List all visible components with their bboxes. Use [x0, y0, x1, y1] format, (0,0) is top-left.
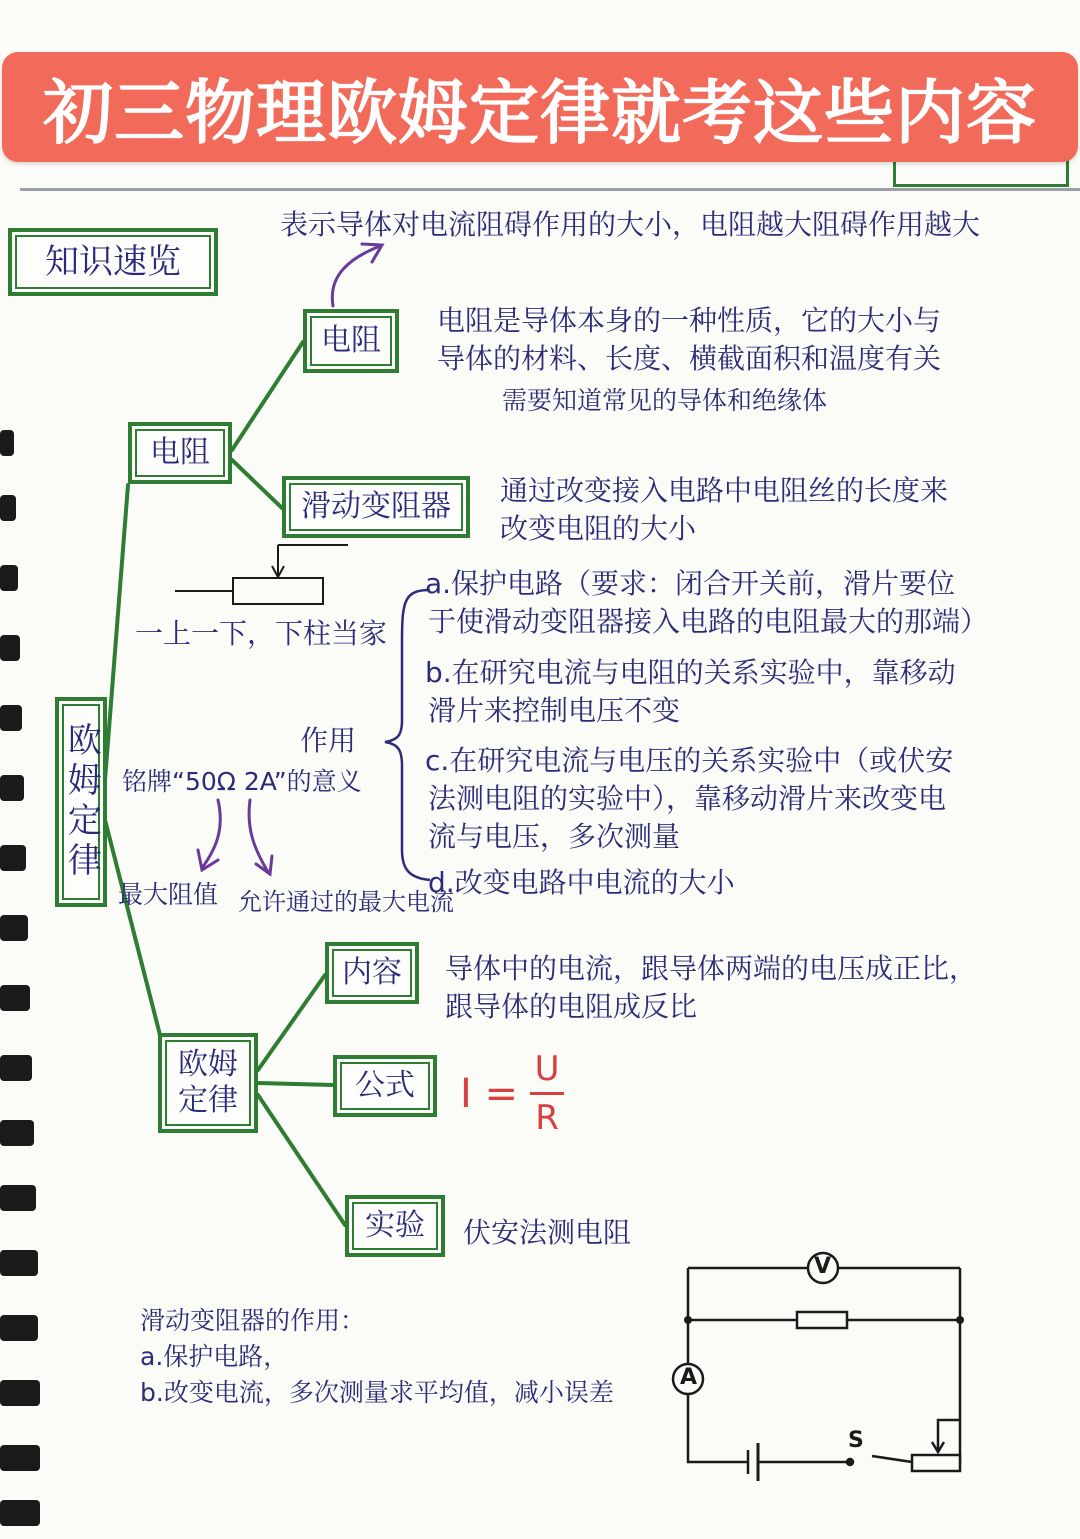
rheostat-principle-line-2: 改变电阻的大小 [500, 512, 697, 545]
resistance-node [128, 422, 232, 484]
rheostat-function-a-2: 于使滑动变阻器接入电路的电阻最大的那端） [428, 605, 989, 638]
rheostat-function-b-1: b.在研究电流与电阻的关系实验中，靠移动 [425, 656, 956, 689]
root-node [55, 697, 107, 907]
ohm-content-label: 内容 [342, 955, 402, 990]
title-banner: 初三物理欧姆定律就考这些内容 [2, 52, 1078, 162]
rheostat-max-resistance: 最大阻值 [118, 880, 219, 909]
overview-label-box [8, 228, 218, 296]
rheostat-principle-line-1: 通过改变接入电路中电阻丝的长度来 [500, 474, 949, 507]
resistance-sub-label: 电阻 [321, 323, 381, 358]
conductor-note: 需要知道常见的导体和绝缘体 [502, 386, 828, 415]
ohm-law-label: 欧姆定律 [178, 1047, 238, 1118]
rheostat-function-a-1: a.保护电路（要求：闭合开关前，滑片要位 [425, 567, 956, 600]
resistance-label: 电阻 [150, 435, 210, 470]
summary-title: 滑动变阻器的作用： [140, 1306, 366, 1335]
ohm-law-node [158, 1033, 258, 1133]
rheostat-function-label: 作用 [300, 724, 357, 757]
resistance-meaning-note: 表示导体对电流阻碍作用的大小，电阻越大阻碍作用越大 [280, 208, 981, 241]
rheostat-function-c-2: 法测电阻的实验中），靠移动滑片来改变电 [428, 782, 947, 815]
ohm-formula-label: 公式 [355, 1068, 415, 1103]
formula-denominator: R [535, 1098, 559, 1138]
rheostat-function-d: d.改变电路中电流的大小 [428, 866, 735, 899]
voltmeter-label: V [814, 1254, 832, 1279]
formula-fraction [530, 1049, 564, 1138]
summary-item-b: b.改变电流，多次测量求平均值，减小误差 [140, 1378, 614, 1407]
rheostat-nameplate: 铭牌“50Ω 2A”的意义 [122, 767, 362, 796]
rheostat-max-current: 允许通过的最大电流 [238, 888, 454, 916]
ohm-experiment-label: 实验 [365, 1208, 425, 1243]
rheostat-function-c-1: c.在研究电流与电压的关系实验中（或伏安 [425, 744, 954, 777]
rheostat-label: 滑动变阻器 [301, 489, 451, 524]
ohm-experiment-text: 伏安法测电阻 [463, 1216, 632, 1249]
ohm-experiment-node [345, 1195, 445, 1257]
ohm-content-node [325, 942, 419, 1004]
ohm-formula-node [333, 1055, 437, 1117]
rheostat-function-b-2: 滑片来控制电压不变 [428, 694, 681, 727]
overview-label: 知识速览 [45, 241, 181, 282]
ammeter-label: A [680, 1365, 698, 1390]
formula-numerator: U [534, 1049, 560, 1089]
ohm-formula [460, 1049, 564, 1138]
resistance-property-line-1: 电阻是导体本身的一种性质，它的大小与 [437, 304, 942, 337]
switch-label: S [848, 1428, 864, 1453]
resistance-sub-node [303, 309, 399, 373]
rheostat-node [282, 476, 470, 538]
rheostat-function-c-3: 流与电压，多次测量 [428, 820, 681, 853]
resistance-property-line-2: 导体的材料、长度、横截面积和温度有关 [437, 342, 942, 375]
formula-lhs: I = [460, 1070, 519, 1117]
formula-fraction-bar [530, 1092, 564, 1095]
rheostat-wiring-rule: 一上一下，下柱当家 [135, 617, 388, 650]
ohm-content-line-1: 导体中的电流，跟导体两端的电压成正比， [445, 952, 978, 985]
summary-item-a: a.保护电路， [140, 1342, 289, 1371]
root-label: 欧姆定律 [61, 722, 102, 882]
ohm-content-line-2: 跟导体的电阻成反比 [445, 990, 698, 1023]
